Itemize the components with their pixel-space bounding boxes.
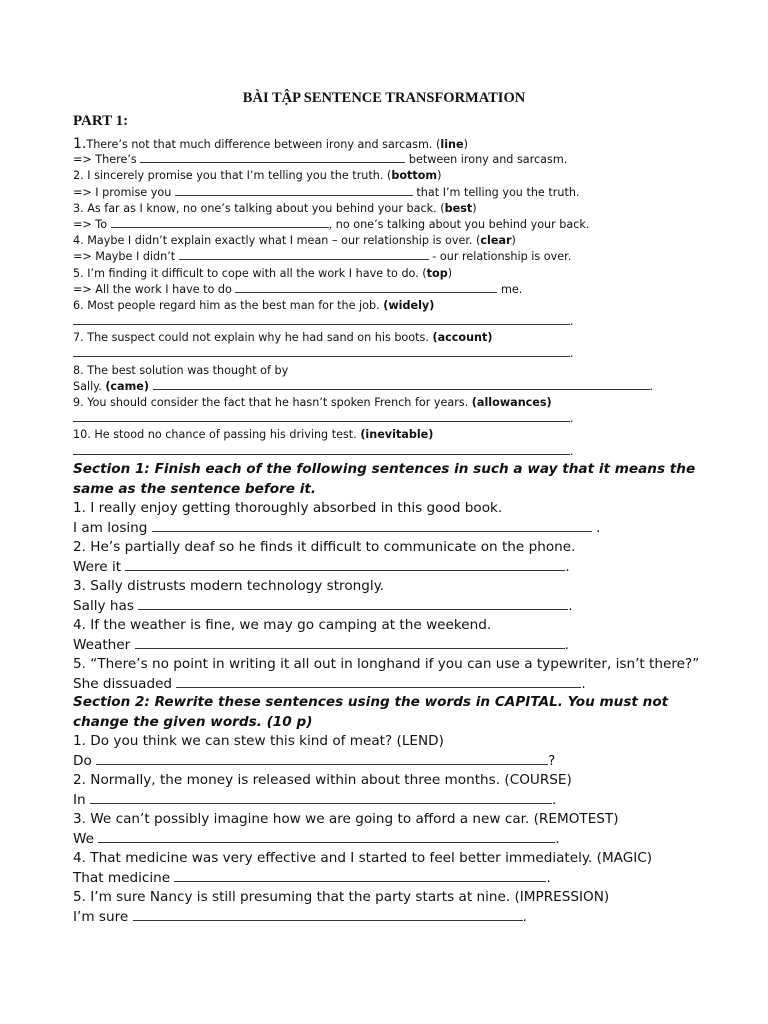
- question-line: 4. Maybe I didn’t explain exactly what I mean – our relationship is over. (clear): [73, 234, 516, 248]
- answer-line: Weather .: [73, 636, 569, 653]
- question-line: 9. You should consider the fact that he hasn’t spoken French for years. (allowances): [73, 396, 552, 409]
- answer-blank[interactable]: [138, 597, 568, 610]
- answer-line: .: [73, 411, 713, 427]
- answer-blank[interactable]: [140, 152, 405, 163]
- answer-line: Sally has .: [73, 597, 573, 614]
- answer-blank[interactable]: [73, 444, 570, 455]
- answer-blank[interactable]: [133, 908, 523, 921]
- answer-blank[interactable]: [73, 314, 570, 325]
- question-line: 1. I really enjoy getting thoroughly absorbed in this good book.: [73, 500, 503, 516]
- answer-line: Sally. (came) .: [73, 379, 654, 393]
- question-line: 5. I’m finding it difficult to cope with all the work I have to do. (top): [73, 266, 453, 280]
- answer-blank[interactable]: [179, 249, 429, 260]
- answer-line: She dissuaded .: [73, 675, 586, 692]
- question-line: 3. We can’t possibly imagine how we are going to afford a new car. (REMOTEST): [73, 811, 619, 827]
- answer-blank[interactable]: [175, 185, 413, 196]
- question-line: 1.There’s not that much difference between irony and sarcasm. (line): [73, 136, 468, 152]
- section1: [73, 460, 713, 694]
- question-line: 4. That medicine was very effective and I started to feel better immediately. (MAGIC): [73, 850, 653, 866]
- answer-blank[interactable]: [73, 346, 570, 357]
- answer-line: => To , no one’s talking about you behind your back.: [73, 217, 590, 231]
- answer-line: In .: [73, 791, 557, 808]
- answer-line: => There’s between irony and sarcasm.: [73, 153, 568, 167]
- answer-blank[interactable]: [235, 282, 497, 293]
- question-line: 3. As far as I know, no one’s talking about you behind your back. (best): [73, 201, 477, 215]
- answer-line: Do ?: [73, 752, 556, 769]
- part1-exercises: [73, 136, 713, 460]
- answer-line: That medicine .: [73, 869, 551, 886]
- answer-line: => I promise you that I’m telling you the truth.: [73, 185, 580, 199]
- answer-blank[interactable]: [174, 869, 546, 882]
- question-line: 2. He’s partially deaf so he finds it difficult to communicate on the phone.: [73, 539, 576, 555]
- answer-line: => All the work I have to do me.: [73, 282, 523, 296]
- part1-heading: PART 1:: [73, 113, 129, 129]
- answer-line: Were it .: [73, 558, 570, 575]
- question-line: 8. The best solution was thought of by: [73, 363, 289, 377]
- question-line: 5. I’m sure Nancy is still presuming that the party starts at nine. (IMPRESSION): [73, 889, 610, 905]
- answer-blank[interactable]: [90, 791, 552, 804]
- question-line: 5. “There’s no point in writing it all out in longhand if you can use a typewriter, isn’t there?”: [73, 656, 700, 672]
- section1-heading: Section 1: Finish each of the following sentences in such a way that it means the same as the sentence before it.: [73, 461, 696, 497]
- answer-blank[interactable]: [96, 752, 548, 765]
- answer-line: .: [73, 314, 713, 330]
- answer-blank[interactable]: [125, 558, 565, 571]
- section2: [73, 693, 713, 927]
- page-title: BÀI TẬP SENTENCE TRANSFORMATION: [242, 90, 526, 106]
- question-line: 7. The suspect could not explain why he had sand on his boots. (account): [73, 331, 493, 345]
- answer-line: I’m sure .: [73, 908, 527, 925]
- question-line: 3. Sally distrusts modern technology strongly.: [73, 578, 385, 594]
- answer-line: .: [73, 346, 713, 362]
- answer-line: .: [73, 444, 713, 460]
- question-line: 6. Most people regard him as the best man for the job. (widely): [73, 298, 435, 312]
- section2-heading: Section 2: Rewrite these sentences using the words in CAPITAL. You must not change the given words. (10 p): [73, 694, 669, 730]
- question-line: 2. Normally, the money is released within about three months. (COURSE): [73, 772, 572, 788]
- answer-line: I am losing .: [73, 519, 601, 536]
- answer-line: => Maybe I didn’t - our relationship is over.: [73, 250, 572, 264]
- question-line: 10. He stood no chance of passing his driving test. (inevitable): [73, 428, 434, 442]
- answer-blank[interactable]: [98, 830, 555, 843]
- answer-blank[interactable]: [73, 411, 570, 422]
- answer-blank[interactable]: [111, 217, 329, 228]
- question-line: 4. If the weather is fine, we may go camping at the weekend.: [73, 617, 492, 633]
- question-line: 1. Do you think we can stew this kind of meat? (LEND): [73, 733, 444, 749]
- answer-blank[interactable]: [152, 519, 592, 532]
- answer-blank[interactable]: [176, 675, 581, 688]
- question-line: 2. I sincerely promise you that I’m telling you the truth. (bottom): [73, 169, 442, 183]
- answer-blank[interactable]: [135, 636, 565, 649]
- answer-line: We .: [73, 830, 560, 847]
- answer-blank[interactable]: [153, 379, 650, 390]
